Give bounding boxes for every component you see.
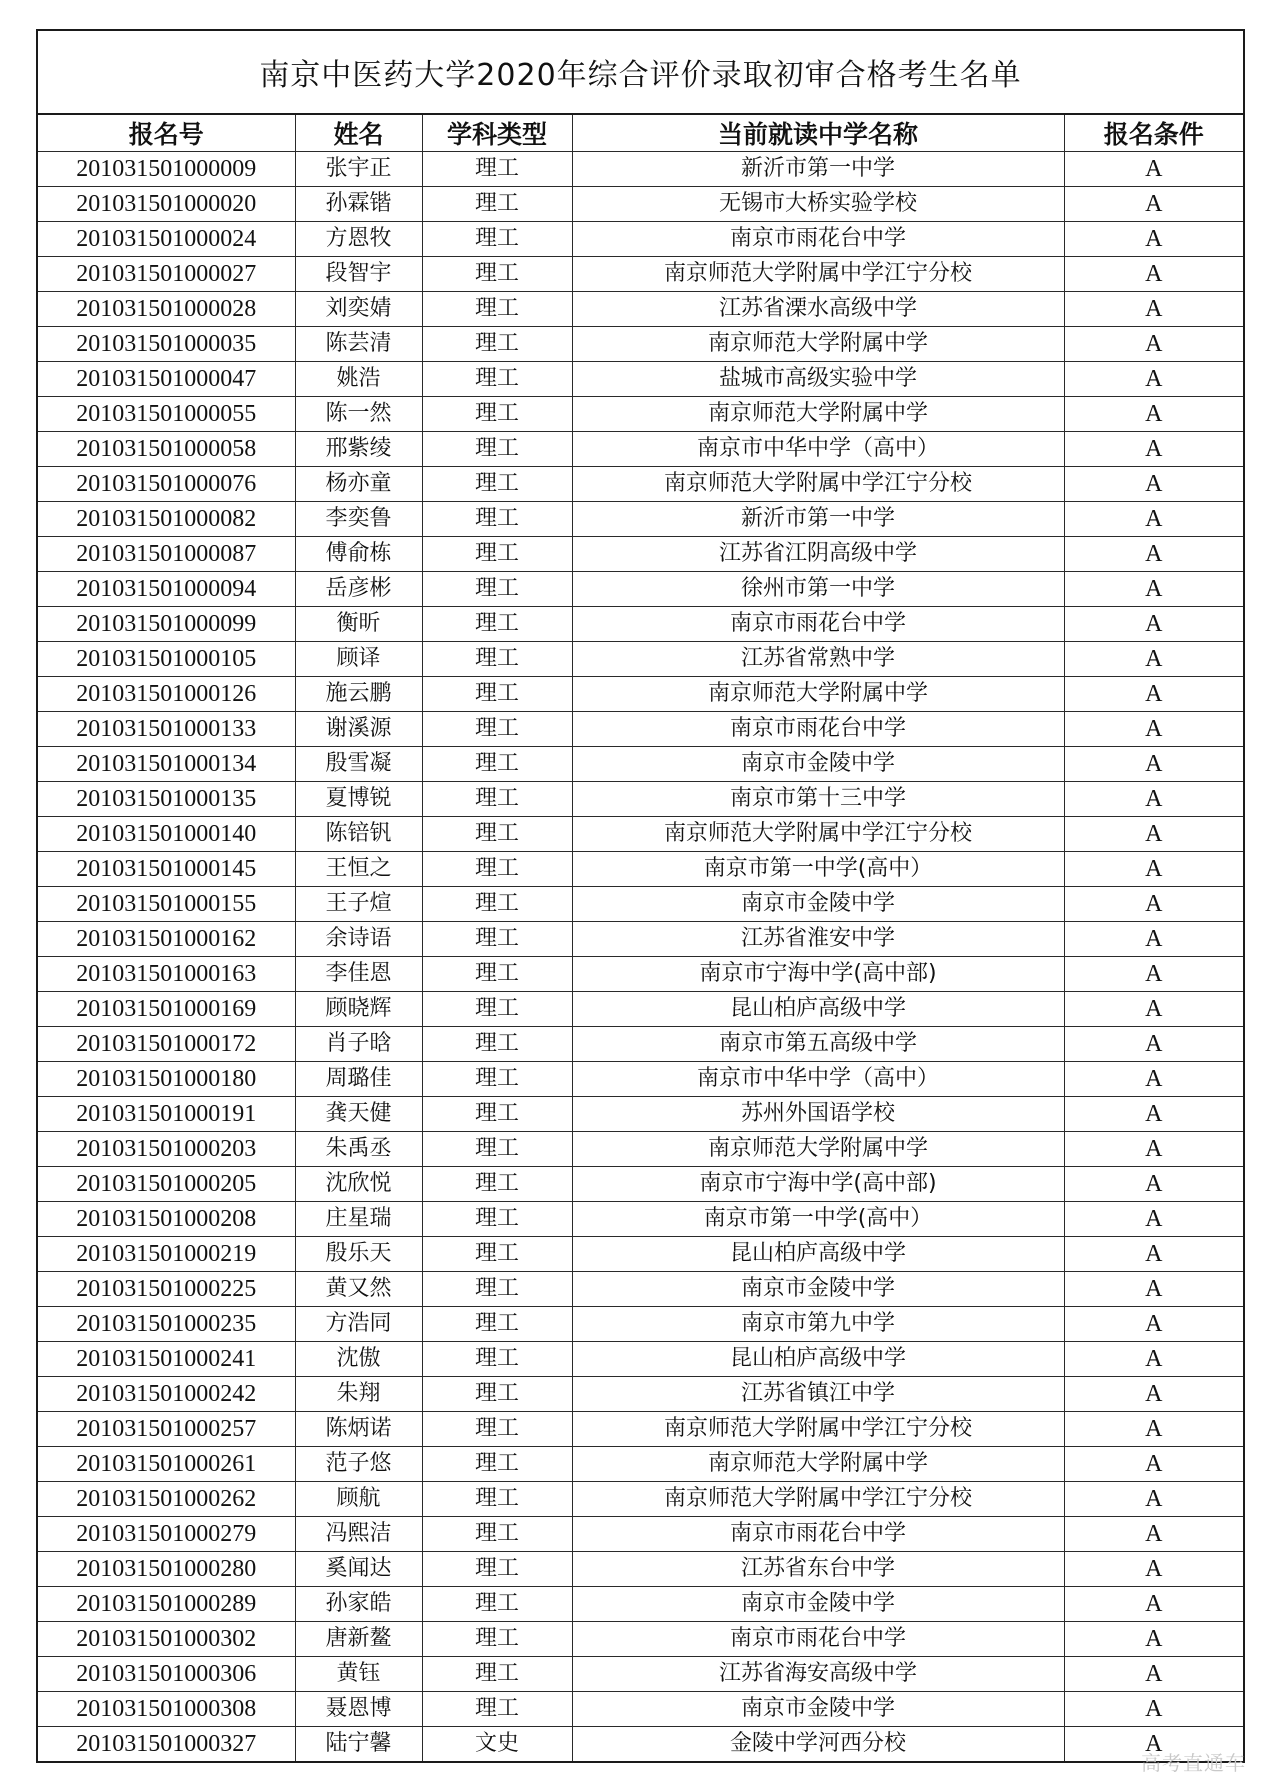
student-name-cell: 陈一然 <box>295 397 422 432</box>
table-row <box>38 222 1243 257</box>
school-name-cell: 南京市宁海中学(高中部) <box>572 1167 1064 1202</box>
registration-number-cell: 201031501000027 <box>38 257 295 292</box>
student-name-cell: 方恩牧 <box>295 222 422 257</box>
subject-type-cell: 理工 <box>422 1307 572 1342</box>
table-row <box>38 957 1243 992</box>
table-row <box>38 1202 1243 1237</box>
registration-condition-cell: A <box>1064 1552 1243 1587</box>
registration-condition-cell: A <box>1064 1517 1243 1552</box>
table-row <box>38 327 1243 362</box>
subject-type-cell: 理工 <box>422 782 572 817</box>
subject-type-cell: 理工 <box>422 467 572 502</box>
table-row <box>38 1412 1243 1447</box>
school-name-cell: 徐州市第一中学 <box>572 572 1064 607</box>
table-row <box>38 1377 1243 1412</box>
registration-condition-cell: A <box>1064 887 1243 922</box>
table-row <box>38 1027 1243 1062</box>
roster-sheet <box>36 29 1245 1763</box>
subject-type-cell: 理工 <box>422 432 572 467</box>
registration-number-cell: 201031501000289 <box>38 1587 295 1622</box>
registration-number-cell: 201031501000134 <box>38 747 295 782</box>
registration-number-cell: 201031501000099 <box>38 607 295 642</box>
student-name-cell: 刘奕婧 <box>295 292 422 327</box>
table-row <box>38 1342 1243 1377</box>
subject-type-cell: 理工 <box>422 1657 572 1692</box>
registration-condition-cell: A <box>1064 362 1243 397</box>
school-name-cell: 南京师范大学附属中学江宁分校 <box>572 1482 1064 1517</box>
registration-condition-cell: A <box>1064 222 1243 257</box>
school-name-cell: 南京师范大学附属中学江宁分校 <box>572 467 1064 502</box>
candidate-table <box>38 115 1243 1761</box>
subject-type-cell: 理工 <box>422 572 572 607</box>
school-name-cell: 南京市第九中学 <box>572 1307 1064 1342</box>
subject-type-cell: 理工 <box>422 362 572 397</box>
registration-condition-cell: A <box>1064 1412 1243 1447</box>
registration-condition-cell: A <box>1064 257 1243 292</box>
registration-number-cell: 201031501000235 <box>38 1307 295 1342</box>
table-row <box>38 432 1243 467</box>
table-row <box>38 152 1243 187</box>
subject-type-cell: 理工 <box>422 1517 572 1552</box>
table-row <box>38 1307 1243 1342</box>
subject-type-cell: 理工 <box>422 327 572 362</box>
subject-type-cell: 理工 <box>422 817 572 852</box>
school-name-cell: 南京师范大学附属中学江宁分校 <box>572 1412 1064 1447</box>
registration-number-cell: 201031501000135 <box>38 782 295 817</box>
subject-type-cell: 理工 <box>422 747 572 782</box>
subject-type-cell: 理工 <box>422 1132 572 1167</box>
table-row <box>38 467 1243 502</box>
registration-condition-cell: A <box>1064 1657 1243 1692</box>
registration-number-cell: 201031501000145 <box>38 852 295 887</box>
subject-type-cell: 理工 <box>422 642 572 677</box>
table-row <box>38 1132 1243 1167</box>
school-name-cell: 南京市雨花台中学 <box>572 1517 1064 1552</box>
table-row <box>38 1272 1243 1307</box>
subject-type-cell: 理工 <box>422 1552 572 1587</box>
student-name-cell: 庄星瑞 <box>295 1202 422 1237</box>
table-row <box>38 852 1243 887</box>
registration-number-cell: 201031501000308 <box>38 1692 295 1727</box>
student-name-cell: 李奕鲁 <box>295 502 422 537</box>
school-name-cell: 新沂市第一中学 <box>572 502 1064 537</box>
registration-condition-cell: A <box>1064 292 1243 327</box>
registration-number-cell: 201031501000172 <box>38 1027 295 1062</box>
registration-condition-cell: A <box>1064 1587 1243 1622</box>
registration-number-cell: 201031501000163 <box>38 957 295 992</box>
registration-condition-cell: A <box>1064 1727 1243 1762</box>
registration-number-cell: 201031501000058 <box>38 432 295 467</box>
registration-condition-cell: A <box>1064 432 1243 467</box>
registration-condition-cell: A <box>1064 1132 1243 1167</box>
student-name-cell: 黄钰 <box>295 1657 422 1692</box>
student-name-cell: 肖子晗 <box>295 1027 422 1062</box>
school-name-cell: 江苏省溧水高级中学 <box>572 292 1064 327</box>
table-row <box>38 502 1243 537</box>
student-name-cell: 姚浩 <box>295 362 422 397</box>
table-row <box>38 1097 1243 1132</box>
student-name-cell: 冯熙洁 <box>295 1517 422 1552</box>
subject-type-cell: 理工 <box>422 922 572 957</box>
registration-number-cell: 201031501000047 <box>38 362 295 397</box>
registration-condition-cell: A <box>1064 1622 1243 1657</box>
registration-number-cell: 201031501000203 <box>38 1132 295 1167</box>
table-row <box>38 1587 1243 1622</box>
subject-type-cell: 理工 <box>422 537 572 572</box>
student-name-cell: 孙霖锴 <box>295 187 422 222</box>
table-row <box>38 1167 1243 1202</box>
registration-condition-cell: A <box>1064 1692 1243 1727</box>
registration-condition-cell: A <box>1064 1272 1243 1307</box>
student-name-cell: 段智宇 <box>295 257 422 292</box>
registration-number-cell: 201031501000241 <box>38 1342 295 1377</box>
registration-condition-cell: A <box>1064 1062 1243 1097</box>
header-subject-type: 学科类型 <box>422 115 572 152</box>
registration-number-cell: 201031501000327 <box>38 1727 295 1762</box>
table-row <box>38 292 1243 327</box>
subject-type-cell: 理工 <box>422 607 572 642</box>
school-name-cell: 南京市金陵中学 <box>572 1272 1064 1307</box>
registration-condition-cell: A <box>1064 1482 1243 1517</box>
subject-type-cell: 理工 <box>422 397 572 432</box>
school-name-cell: 江苏省常熟中学 <box>572 642 1064 677</box>
registration-number-cell: 201031501000257 <box>38 1412 295 1447</box>
table-row <box>38 782 1243 817</box>
table-row <box>38 257 1243 292</box>
registration-number-cell: 201031501000280 <box>38 1552 295 1587</box>
subject-type-cell: 理工 <box>422 1342 572 1377</box>
table-row <box>38 1482 1243 1517</box>
table-row <box>38 887 1243 922</box>
school-name-cell: 南京市第一中学(高中） <box>572 1202 1064 1237</box>
table-row <box>38 992 1243 1027</box>
registration-condition-cell: A <box>1064 712 1243 747</box>
school-name-cell: 新沂市第一中学 <box>572 152 1064 187</box>
student-name-cell: 黄又然 <box>295 1272 422 1307</box>
header-registration-number: 报名号 <box>38 115 295 152</box>
registration-number-cell: 201031501000180 <box>38 1062 295 1097</box>
subject-type-cell: 理工 <box>422 887 572 922</box>
subject-type-cell: 理工 <box>422 712 572 747</box>
school-name-cell: 江苏省海安高级中学 <box>572 1657 1064 1692</box>
registration-condition-cell: A <box>1064 467 1243 502</box>
registration-condition-cell: A <box>1064 1342 1243 1377</box>
registration-condition-cell: A <box>1064 1307 1243 1342</box>
table-row <box>38 1062 1243 1097</box>
table-row <box>38 537 1243 572</box>
school-name-cell: 南京市第一中学(高中） <box>572 852 1064 887</box>
registration-condition-cell: A <box>1064 677 1243 712</box>
table-row <box>38 1657 1243 1692</box>
subject-type-cell: 文史 <box>422 1727 572 1762</box>
student-name-cell: 范子悠 <box>295 1447 422 1482</box>
subject-type-cell: 理工 <box>422 852 572 887</box>
registration-condition-cell: A <box>1064 817 1243 852</box>
student-name-cell: 殷雪凝 <box>295 747 422 782</box>
table-row <box>38 1447 1243 1482</box>
school-name-cell: 南京市金陵中学 <box>572 887 1064 922</box>
registration-number-cell: 201031501000140 <box>38 817 295 852</box>
table-row <box>38 607 1243 642</box>
school-name-cell: 南京市宁海中学(高中部) <box>572 957 1064 992</box>
header-registration-condition: 报名条件 <box>1064 115 1243 152</box>
registration-number-cell: 201031501000009 <box>38 152 295 187</box>
table-row <box>38 1622 1243 1657</box>
subject-type-cell: 理工 <box>422 1412 572 1447</box>
registration-condition-cell: A <box>1064 992 1243 1027</box>
registration-number-cell: 201031501000028 <box>38 292 295 327</box>
student-name-cell: 余诗语 <box>295 922 422 957</box>
school-name-cell: 苏州外国语学校 <box>572 1097 1064 1132</box>
header-name: 姓名 <box>295 115 422 152</box>
registration-number-cell: 201031501000076 <box>38 467 295 502</box>
table-row <box>38 1727 1243 1762</box>
registration-number-cell: 201031501000208 <box>38 1202 295 1237</box>
registration-number-cell: 201031501000035 <box>38 327 295 362</box>
student-name-cell: 龚天健 <box>295 1097 422 1132</box>
subject-type-cell: 理工 <box>422 1027 572 1062</box>
subject-type-cell: 理工 <box>422 1587 572 1622</box>
registration-condition-cell: A <box>1064 747 1243 782</box>
subject-type-cell: 理工 <box>422 1202 572 1237</box>
school-name-cell: 南京市金陵中学 <box>572 747 1064 782</box>
school-name-cell: 南京市雨花台中学 <box>572 712 1064 747</box>
subject-type-cell: 理工 <box>422 187 572 222</box>
student-name-cell: 孙家皓 <box>295 1587 422 1622</box>
student-name-cell: 朱翔 <box>295 1377 422 1412</box>
student-name-cell: 顾译 <box>295 642 422 677</box>
subject-type-cell: 理工 <box>422 1377 572 1412</box>
table-row <box>38 187 1243 222</box>
registration-condition-cell: A <box>1064 1447 1243 1482</box>
school-name-cell: 昆山柏庐高级中学 <box>572 1342 1064 1377</box>
table-row <box>38 1237 1243 1272</box>
school-name-cell: 南京师范大学附属中学 <box>572 1132 1064 1167</box>
school-name-cell: 南京市第五高级中学 <box>572 1027 1064 1062</box>
student-name-cell: 方浩同 <box>295 1307 422 1342</box>
student-name-cell: 杨亦童 <box>295 467 422 502</box>
registration-condition-cell: A <box>1064 1377 1243 1412</box>
student-name-cell: 沈傲 <box>295 1342 422 1377</box>
registration-number-cell: 201031501000169 <box>38 992 295 1027</box>
registration-condition-cell: A <box>1064 852 1243 887</box>
subject-type-cell: 理工 <box>422 1622 572 1657</box>
registration-number-cell: 201031501000024 <box>38 222 295 257</box>
subject-type-cell: 理工 <box>422 992 572 1027</box>
school-name-cell: 南京师范大学附属中学 <box>572 397 1064 432</box>
table-row <box>38 362 1243 397</box>
registration-condition-cell: A <box>1064 1097 1243 1132</box>
school-name-cell: 金陵中学河西分校 <box>572 1727 1064 1762</box>
registration-condition-cell: A <box>1064 152 1243 187</box>
registration-number-cell: 201031501000302 <box>38 1622 295 1657</box>
student-name-cell: 唐新鳌 <box>295 1622 422 1657</box>
registration-number-cell: 201031501000155 <box>38 887 295 922</box>
registration-condition-cell: A <box>1064 607 1243 642</box>
school-name-cell: 江苏省东台中学 <box>572 1552 1064 1587</box>
registration-condition-cell: A <box>1064 782 1243 817</box>
table-row <box>38 747 1243 782</box>
student-name-cell: 李佳恩 <box>295 957 422 992</box>
student-name-cell: 聂恩博 <box>295 1692 422 1727</box>
table-row <box>38 572 1243 607</box>
student-name-cell: 夏博锐 <box>295 782 422 817</box>
school-name-cell: 无锡市大桥实验学校 <box>572 187 1064 222</box>
registration-number-cell: 201031501000094 <box>38 572 295 607</box>
registration-condition-cell: A <box>1064 1237 1243 1272</box>
registration-number-cell: 201031501000225 <box>38 1272 295 1307</box>
registration-condition-cell: A <box>1064 397 1243 432</box>
school-name-cell: 南京师范大学附属中学 <box>572 1447 1064 1482</box>
school-name-cell: 南京师范大学附属中学江宁分校 <box>572 257 1064 292</box>
student-name-cell: 谢溪源 <box>295 712 422 747</box>
registration-condition-cell: A <box>1064 957 1243 992</box>
table-row <box>38 712 1243 747</box>
student-name-cell: 陈锫钒 <box>295 817 422 852</box>
table-row <box>38 922 1243 957</box>
registration-number-cell: 201031501000162 <box>38 922 295 957</box>
school-name-cell: 江苏省镇江中学 <box>572 1377 1064 1412</box>
table-row <box>38 1552 1243 1587</box>
student-name-cell: 王恒之 <box>295 852 422 887</box>
subject-type-cell: 理工 <box>422 1692 572 1727</box>
registration-number-cell: 201031501000242 <box>38 1377 295 1412</box>
school-name-cell: 南京师范大学附属中学江宁分校 <box>572 817 1064 852</box>
student-name-cell: 岳彦彬 <box>295 572 422 607</box>
school-name-cell: 南京市第十三中学 <box>572 782 1064 817</box>
student-name-cell: 陆宁馨 <box>295 1727 422 1762</box>
subject-type-cell: 理工 <box>422 292 572 327</box>
registration-number-cell: 201031501000219 <box>38 1237 295 1272</box>
registration-condition-cell: A <box>1064 187 1243 222</box>
school-name-cell: 江苏省江阴高级中学 <box>572 537 1064 572</box>
school-name-cell: 江苏省淮安中学 <box>572 922 1064 957</box>
school-name-cell: 南京市雨花台中学 <box>572 222 1064 257</box>
school-name-cell: 南京师范大学附属中学 <box>572 327 1064 362</box>
registration-number-cell: 201031501000306 <box>38 1657 295 1692</box>
registration-number-cell: 201031501000087 <box>38 537 295 572</box>
student-name-cell: 殷乐天 <box>295 1237 422 1272</box>
school-name-cell: 昆山柏庐高级中学 <box>572 1237 1064 1272</box>
school-name-cell: 南京市中华中学（高中） <box>572 1062 1064 1097</box>
student-name-cell: 邢紫绫 <box>295 432 422 467</box>
subject-type-cell: 理工 <box>422 1237 572 1272</box>
registration-number-cell: 201031501000126 <box>38 677 295 712</box>
student-name-cell: 顾晓辉 <box>295 992 422 1027</box>
subject-type-cell: 理工 <box>422 1062 572 1097</box>
subject-type-cell: 理工 <box>422 1167 572 1202</box>
registration-condition-cell: A <box>1064 1202 1243 1237</box>
subject-type-cell: 理工 <box>422 257 572 292</box>
registration-condition-cell: A <box>1064 537 1243 572</box>
student-name-cell: 奚闻达 <box>295 1552 422 1587</box>
subject-type-cell: 理工 <box>422 502 572 537</box>
school-name-cell: 南京市雨花台中学 <box>572 607 1064 642</box>
student-name-cell: 朱禹丞 <box>295 1132 422 1167</box>
registration-number-cell: 201031501000055 <box>38 397 295 432</box>
table-row <box>38 1517 1243 1552</box>
school-name-cell: 南京师范大学附属中学 <box>572 677 1064 712</box>
subject-type-cell: 理工 <box>422 222 572 257</box>
subject-type-cell: 理工 <box>422 152 572 187</box>
student-name-cell: 陈炳诺 <box>295 1412 422 1447</box>
subject-type-cell: 理工 <box>422 1097 572 1132</box>
registration-number-cell: 201031501000262 <box>38 1482 295 1517</box>
registration-condition-cell: A <box>1064 327 1243 362</box>
student-name-cell: 陈芸清 <box>295 327 422 362</box>
school-name-cell: 南京市金陵中学 <box>572 1587 1064 1622</box>
watermark-text: 高考直通车 <box>1141 1751 1246 1775</box>
table-row <box>38 677 1243 712</box>
registration-number-cell: 201031501000133 <box>38 712 295 747</box>
student-name-cell: 沈欣悦 <box>295 1167 422 1202</box>
header-row <box>38 115 1243 152</box>
student-name-cell: 王子煊 <box>295 887 422 922</box>
registration-condition-cell: A <box>1064 1167 1243 1202</box>
student-name-cell: 傅俞栋 <box>295 537 422 572</box>
student-name-cell: 顾航 <box>295 1482 422 1517</box>
subject-type-cell: 理工 <box>422 957 572 992</box>
registration-condition-cell: A <box>1064 502 1243 537</box>
registration-number-cell: 201031501000105 <box>38 642 295 677</box>
registration-condition-cell: A <box>1064 1027 1243 1062</box>
subject-type-cell: 理工 <box>422 1447 572 1482</box>
registration-condition-cell: A <box>1064 642 1243 677</box>
student-name-cell: 施云鹏 <box>295 677 422 712</box>
student-name-cell: 周璐佳 <box>295 1062 422 1097</box>
registration-condition-cell: A <box>1064 922 1243 957</box>
subject-type-cell: 理工 <box>422 1272 572 1307</box>
subject-type-cell: 理工 <box>422 677 572 712</box>
table-row <box>38 1692 1243 1727</box>
registration-number-cell: 201031501000279 <box>38 1517 295 1552</box>
table-row <box>38 397 1243 432</box>
subject-type-cell: 理工 <box>422 1482 572 1517</box>
student-name-cell: 衡昕 <box>295 607 422 642</box>
school-name-cell: 南京市雨花台中学 <box>572 1622 1064 1657</box>
registration-number-cell: 201031501000205 <box>38 1167 295 1202</box>
registration-condition-cell: A <box>1064 572 1243 607</box>
school-name-cell: 南京市中华中学（高中） <box>572 432 1064 467</box>
student-name-cell: 张宇正 <box>295 152 422 187</box>
registration-number-cell: 201031501000082 <box>38 502 295 537</box>
registration-number-cell: 201031501000261 <box>38 1447 295 1482</box>
table-body <box>38 152 1243 1762</box>
school-name-cell: 昆山柏庐高级中学 <box>572 992 1064 1027</box>
school-name-cell: 盐城市高级实验中学 <box>572 362 1064 397</box>
table-row <box>38 642 1243 677</box>
document-title: 南京中医药大学2020年综合评价录取初审合格考生名单 <box>38 31 1243 115</box>
school-name-cell: 南京市金陵中学 <box>572 1692 1064 1727</box>
registration-number-cell: 201031501000020 <box>38 187 295 222</box>
registration-number-cell: 201031501000191 <box>38 1097 295 1132</box>
table-row <box>38 817 1243 852</box>
header-current-school: 当前就读中学名称 <box>572 115 1064 152</box>
